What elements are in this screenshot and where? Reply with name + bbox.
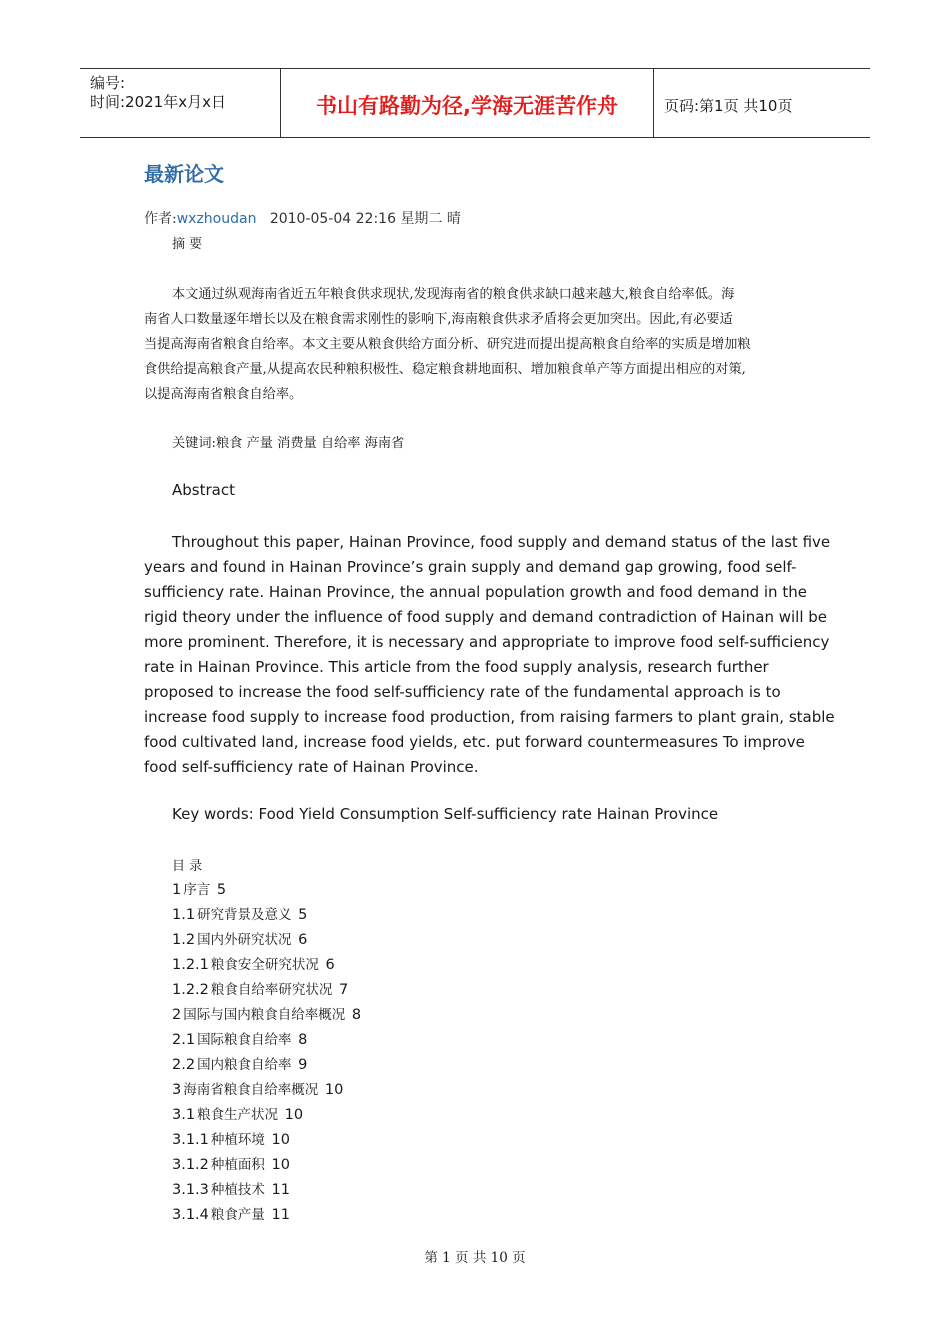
abstract-en-line: rate in Hainan Province. This article from the food supply analysis, research further — [144, 658, 769, 676]
toc-list — [172, 878, 361, 1228]
abstract-cn-line: 本文通过纵观海南省近五年粮食供求现状,发现海南省的粮食供求缺口越来越大,粮食自给率低。海 — [172, 287, 735, 302]
toc-item — [172, 1128, 361, 1153]
toc-item-number: 3 — [172, 1082, 182, 1098]
header-motto: 书山有路勤为径,学海无涯苦作舟 — [316, 94, 618, 118]
toc-item-number: 3.1.4 — [172, 1207, 209, 1223]
toc-item-title: 粮食安全研究状况 — [210, 957, 319, 973]
toc-item-number: 1.2 — [172, 932, 196, 948]
toc-item — [172, 1028, 361, 1053]
toc-item-page: 5 — [298, 907, 308, 923]
toc-item-title: 粮食生产状况 — [197, 1107, 279, 1123]
toc-item-page: 11 — [271, 1182, 290, 1198]
abstract-cn-line: 南省人口数量逐年增长以及在粮食需求刚性的影响下,海南粮食供求矛盾将会更加突出。因此,有必要适 — [144, 312, 733, 327]
toc-item — [172, 1153, 361, 1178]
toc-item-title: 研究背景及意义 — [197, 907, 292, 923]
abstract-en-line: proposed to increase the food self-sufficiency rate of the fundamental approach is to — [144, 683, 781, 701]
toc-item-title: 序言 — [183, 882, 211, 898]
abstract-en-line: food self-sufficiency rate of Hainan Province. — [144, 758, 479, 776]
toc-item-title: 种植环境 — [210, 1132, 265, 1148]
toc-item-title: 粮食产量 — [210, 1207, 265, 1223]
toc-item — [172, 1053, 361, 1078]
abstract-en-line: more prominent. Therefore, it is necessary and appropriate to improve food self-sufficiency — [144, 633, 830, 651]
toc-item-page: 8 — [298, 1032, 308, 1048]
toc-item — [172, 1003, 361, 1028]
toc-item-number: 3.1.3 — [172, 1182, 209, 1198]
page-header — [80, 68, 870, 138]
article-meta — [144, 208, 461, 228]
toc-item-title: 国内外研究状况 — [197, 932, 292, 948]
toc-item-page: 9 — [298, 1057, 308, 1073]
toc-item-title: 种植技术 — [210, 1182, 265, 1198]
toc-item — [172, 1178, 361, 1203]
article-title: 最新论文 — [144, 162, 224, 186]
toc-item-page: 5 — [216, 882, 227, 898]
abstract-en-line: increase food supply to increase food production, from raising farmers to plant grain, stable — [144, 708, 835, 726]
abstract-heading: 摘 要 — [172, 237, 203, 252]
toc-item — [172, 1203, 361, 1228]
header-left-cell — [80, 69, 281, 137]
toc-item-page: 10 — [324, 1082, 344, 1098]
toc-item-number: 2.2 — [172, 1057, 196, 1073]
toc-item-number: 3.1.2 — [172, 1157, 209, 1173]
toc-item-number: 1.1 — [172, 907, 196, 923]
abstract-en-line: Throughout this paper, Hainan Province, food supply and demand status of the last five — [172, 533, 831, 551]
toc-item — [172, 903, 361, 928]
article-weekday-weather: 星期二 晴 — [400, 211, 461, 227]
toc-item-title: 海南省粮食自给率概况 — [183, 1082, 319, 1098]
toc-item-title: 国内粮食自给率 — [197, 1057, 292, 1073]
toc-item-page: 10 — [271, 1132, 290, 1148]
abstract-en-line: sufficiency rate. Hainan Province, the annual population growth and food demand in the — [144, 583, 807, 601]
abstract-cn — [144, 282, 812, 407]
toc-item-title: 国际粮食自给率 — [197, 1032, 292, 1048]
toc-item-number: 1.2.1 — [172, 957, 209, 973]
toc-item-page: 6 — [325, 957, 335, 973]
toc-item-page: 11 — [271, 1207, 290, 1223]
page-footer: 第 1 页 共 10 页 — [424, 1250, 526, 1266]
toc-item-title: 种植面积 — [210, 1157, 265, 1173]
abstract-cn-line: 当提高海南省粮食自给率。本文主要从粮食供给方面分析、研究进而提出提高粮食自给率的实质是增加粮 — [144, 337, 751, 352]
abstract-en-heading: Abstract — [172, 481, 235, 499]
header-right-cell — [654, 69, 870, 137]
toc-item — [172, 953, 361, 978]
author-prefix: 作者: — [144, 211, 177, 227]
abstract-en — [144, 530, 835, 780]
toc-item — [172, 978, 361, 1003]
toc-item-number: 1.2.2 — [172, 982, 209, 998]
keywords-en: Key words: Food Yield Consumption Self-sufficiency rate Hainan Province — [172, 805, 719, 823]
document-number-label: 编号: — [90, 74, 126, 92]
article-datetime: 2010-05-04 22:16 — [269, 211, 396, 227]
abstract-en-line: years and found in Hainan Province’s grain supply and demand gap growing, food self- — [144, 558, 797, 576]
toc-item-page: 8 — [351, 1007, 362, 1023]
abstract-en-line: rigid theory under the influence of food supply and demand contradiction of Hainan will be — [144, 608, 828, 626]
keywords-cn: 关键词:粮食 产量 消费量 自给率 海南省 — [172, 436, 405, 451]
header-center-cell — [281, 69, 654, 137]
abstract-cn-line: 以提高海南省粮食自给率。 — [144, 387, 303, 402]
toc-item-title: 国际与国内粮食自给率概况 — [183, 1007, 346, 1023]
document-time-label: 时间:2021年x月x日 — [90, 93, 226, 111]
toc-item-page: 7 — [339, 982, 349, 998]
toc-item-number: 2.1 — [172, 1032, 196, 1048]
header-page-label: 页码:第1页 共10页 — [664, 97, 793, 115]
toc-heading: 目 录 — [172, 859, 203, 874]
toc-item-page: 10 — [284, 1107, 304, 1123]
toc-item — [172, 1103, 361, 1128]
toc-item-page: 10 — [271, 1157, 290, 1173]
toc-item — [172, 1078, 361, 1103]
toc-item-number: 2 — [172, 1007, 182, 1023]
toc-item — [172, 878, 361, 903]
abstract-cn-line: 食供给提高粮食产量,从提高农民种粮积极性、稳定粮食耕地面积、增加粮食单产等方面提出相应的对策, — [144, 362, 746, 377]
author-link[interactable]: wxzhoudan — [176, 211, 257, 227]
toc-item-title: 粮食自给率研究状况 — [210, 982, 333, 998]
toc-item-page: 6 — [298, 932, 308, 948]
toc-item-number: 1 — [172, 882, 182, 898]
toc-item-number: 3.1.1 — [172, 1132, 209, 1148]
toc-item — [172, 928, 361, 953]
abstract-en-line: food cultivated land, increase food yields, etc. put forward countermeasures To improve — [144, 733, 805, 751]
toc-item-number: 3.1 — [172, 1107, 196, 1123]
